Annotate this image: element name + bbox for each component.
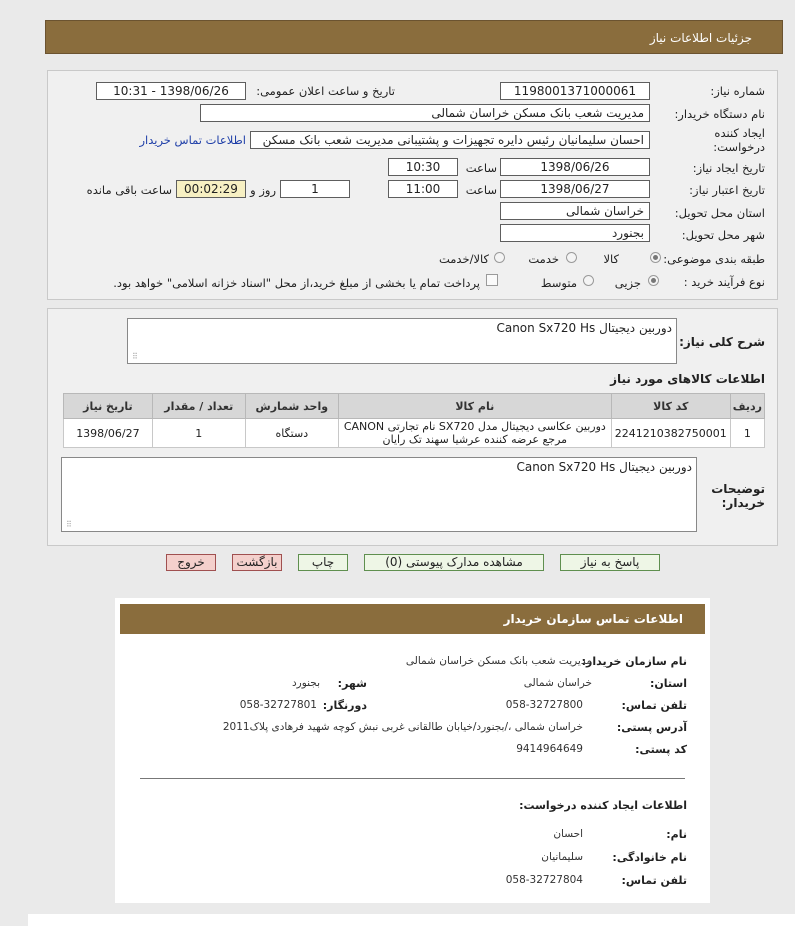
purchase-type-label: نوع فرآیند خرید : <box>683 275 765 289</box>
treasury-payment-checkbox[interactable] <box>486 274 498 286</box>
category-radio-both[interactable] <box>494 252 505 263</box>
contact-fax-label: دورنگار: <box>322 699 367 712</box>
contact-address-label: آدرس پستی: <box>616 721 687 734</box>
buyer-org-field[interactable]: مدیریت شعب بانک مسکن خراسان شمالی <box>200 104 650 122</box>
cell-index: 1 <box>730 419 764 448</box>
purchase-radio-minor[interactable] <box>648 275 659 286</box>
cell-code: 2241210382750001 <box>611 419 730 448</box>
summary-textarea[interactable] <box>127 318 677 364</box>
contact-org-label: نام سازمان خریدار: <box>581 655 687 668</box>
view-documents-button[interactable]: مشاهده مدارک پیوستی (0) <box>364 554 544 571</box>
validity-label: تاریخ اعتبار نیاز: <box>689 183 765 197</box>
col-date: تاریخ نیاز <box>64 394 153 419</box>
category-option-service: خدمت <box>528 252 559 266</box>
creator-label-2: درخواست: <box>713 140 765 154</box>
buyer-contact-link[interactable]: اطلاعات تماس خریدار <box>139 133 246 147</box>
items-table <box>63 393 765 448</box>
contact-city-label: شهر: <box>337 677 367 690</box>
creator-name-value: احسان <box>553 828 583 840</box>
contact-postal-value: 9414964649 <box>516 743 583 755</box>
announce-label: تاریخ و ساعت اعلان عمومی: <box>256 84 395 98</box>
summary-label: شرح کلی نیاز: <box>679 335 765 349</box>
resize-grip-icon: ⠿ <box>132 352 138 361</box>
contact-postal-label: کد پستی: <box>635 743 687 756</box>
print-button[interactable]: چاپ <box>298 554 348 571</box>
buyer-notes-label-2: خریدار: <box>721 496 765 510</box>
contact-province-value: خراسان شمالی <box>523 677 592 689</box>
buyer-notes-textarea[interactable] <box>61 457 697 532</box>
cell-name-line1: دوربین عکاسی دیجیتال مدل SX720 نام تجارتی CANON <box>343 420 606 433</box>
buyer-notes-text: دوربین دیجیتال Canon Sx720 Hs <box>516 460 692 474</box>
items-section-title: اطلاعات کالاهای مورد نیاز <box>610 372 765 386</box>
contact-address-value: خراسان شمالی ،/بجنورد/خیابان طالقانی غربی نبش کوچه شهید فرهادی پلاک2011 <box>222 721 583 733</box>
buyer-notes-label-1: توضیحات <box>711 482 765 496</box>
contact-city-value: بجنورد <box>291 677 320 689</box>
need-number-field[interactable]: 1198001371000061 <box>500 82 650 100</box>
bottom-strip <box>28 914 795 926</box>
purchase-radio-medium[interactable] <box>583 275 594 286</box>
creator-family-label: نام خانوادگی: <box>612 851 687 864</box>
contact-org-value: مدیریت شعب بانک مسکن خراسان شمالی <box>405 655 592 667</box>
col-unit: واحد شمارش <box>245 394 338 419</box>
validity-hour-label: ساعت <box>465 183 497 197</box>
page-title: جزئیات اطلاعات نیاز <box>649 31 752 45</box>
created-date-label: تاریخ ایجاد نیاز: <box>692 161 765 175</box>
creator-family-value: سلیمانیان <box>541 851 583 863</box>
table-header-row <box>64 394 765 419</box>
cell-date: 1398/06/27 <box>64 419 153 448</box>
contact-phone-label: تلفن تماس: <box>621 699 687 712</box>
col-name: نام کالا <box>338 394 611 419</box>
days-label: روز و <box>250 183 276 197</box>
category-label: طبقه بندی موضوعی: <box>663 252 765 266</box>
announce-field[interactable]: 1398/06/26 - 10:31 <box>96 82 246 100</box>
cell-qty: 1 <box>152 419 245 448</box>
city-label: شهر محل تحویل: <box>681 228 765 242</box>
created-hour-label: ساعت <box>465 161 497 175</box>
cell-name-line2: مرجع عرضه کننده عرشیا سهند تک رایان <box>382 433 568 446</box>
cell-unit: دستگاه <box>245 419 338 448</box>
col-index: ردیف <box>730 394 764 419</box>
back-button[interactable]: بازگشت <box>232 554 282 571</box>
reply-button[interactable]: پاسخ به نیاز <box>560 554 660 571</box>
category-radio-goods[interactable] <box>650 252 661 263</box>
buyer-org-label: نام دستگاه خریدار: <box>674 107 765 121</box>
validity-time-field[interactable]: 11:00 <box>388 180 458 198</box>
validity-date-field[interactable]: 1398/06/27 <box>500 180 650 198</box>
remaining-label: ساعت باقی مانده <box>86 183 172 197</box>
category-radio-service[interactable] <box>566 252 577 263</box>
contact-province-label: استان: <box>650 677 687 690</box>
purchase-option-medium: متوسط <box>540 276 577 290</box>
summary-text: دوربین دیجیتال Canon Sx720 Hs <box>496 321 672 335</box>
creator-phone-label: تلفن تماس: <box>621 874 687 887</box>
province-field[interactable]: خراسان شمالی <box>500 202 650 220</box>
city-field[interactable]: بجنورد <box>500 224 650 242</box>
exit-button[interactable]: خروج <box>166 554 216 571</box>
treasury-payment-note: پرداخت تمام یا بخشی از مبلغ خرید،از محل "اسناد خزانه اسلامی" خواهد بود. <box>113 276 480 290</box>
creator-name-label: نام: <box>666 828 687 841</box>
days-field[interactable]: 1 <box>280 180 350 198</box>
need-number-label: شماره نیاز: <box>710 84 765 98</box>
cell-name <box>338 419 611 448</box>
created-date-field[interactable]: 1398/06/26 <box>500 158 650 176</box>
province-label: استان محل تحویل: <box>674 206 765 220</box>
page-header-bar <box>45 20 783 54</box>
creator-section-title: اطلاعات ایجاد کننده درخواست: <box>519 799 687 812</box>
created-time-field[interactable]: 10:30 <box>388 158 458 176</box>
creator-label-1: ایجاد کننده <box>714 126 765 140</box>
contact-phone-value: 058-32727800 <box>505 699 583 711</box>
col-code: کد کالا <box>611 394 730 419</box>
contact-divider <box>140 778 685 779</box>
buyer-contact-title: اطلاعات تماس سازمان خریدار <box>503 612 683 626</box>
resize-grip-icon: ⠿ <box>66 520 72 529</box>
category-option-both: کالا/خدمت <box>438 252 489 266</box>
purchase-option-minor: جزیی <box>614 276 641 290</box>
creator-phone-value: 058-32727804 <box>505 874 583 886</box>
buyer-contact-header <box>120 604 705 634</box>
creator-field[interactable]: احسان سلیمانیان رئیس دایره تجهیزات و پشتیبانی مدیریت شعب بانک مسکن <box>250 131 650 149</box>
category-option-goods: کالا <box>603 252 619 266</box>
table-row[interactable] <box>64 419 765 448</box>
contact-fax-value: 058-32727801 <box>239 699 317 711</box>
col-qty: تعداد / مقدار <box>152 394 245 419</box>
remaining-time-field: 00:02:29 <box>176 180 246 198</box>
